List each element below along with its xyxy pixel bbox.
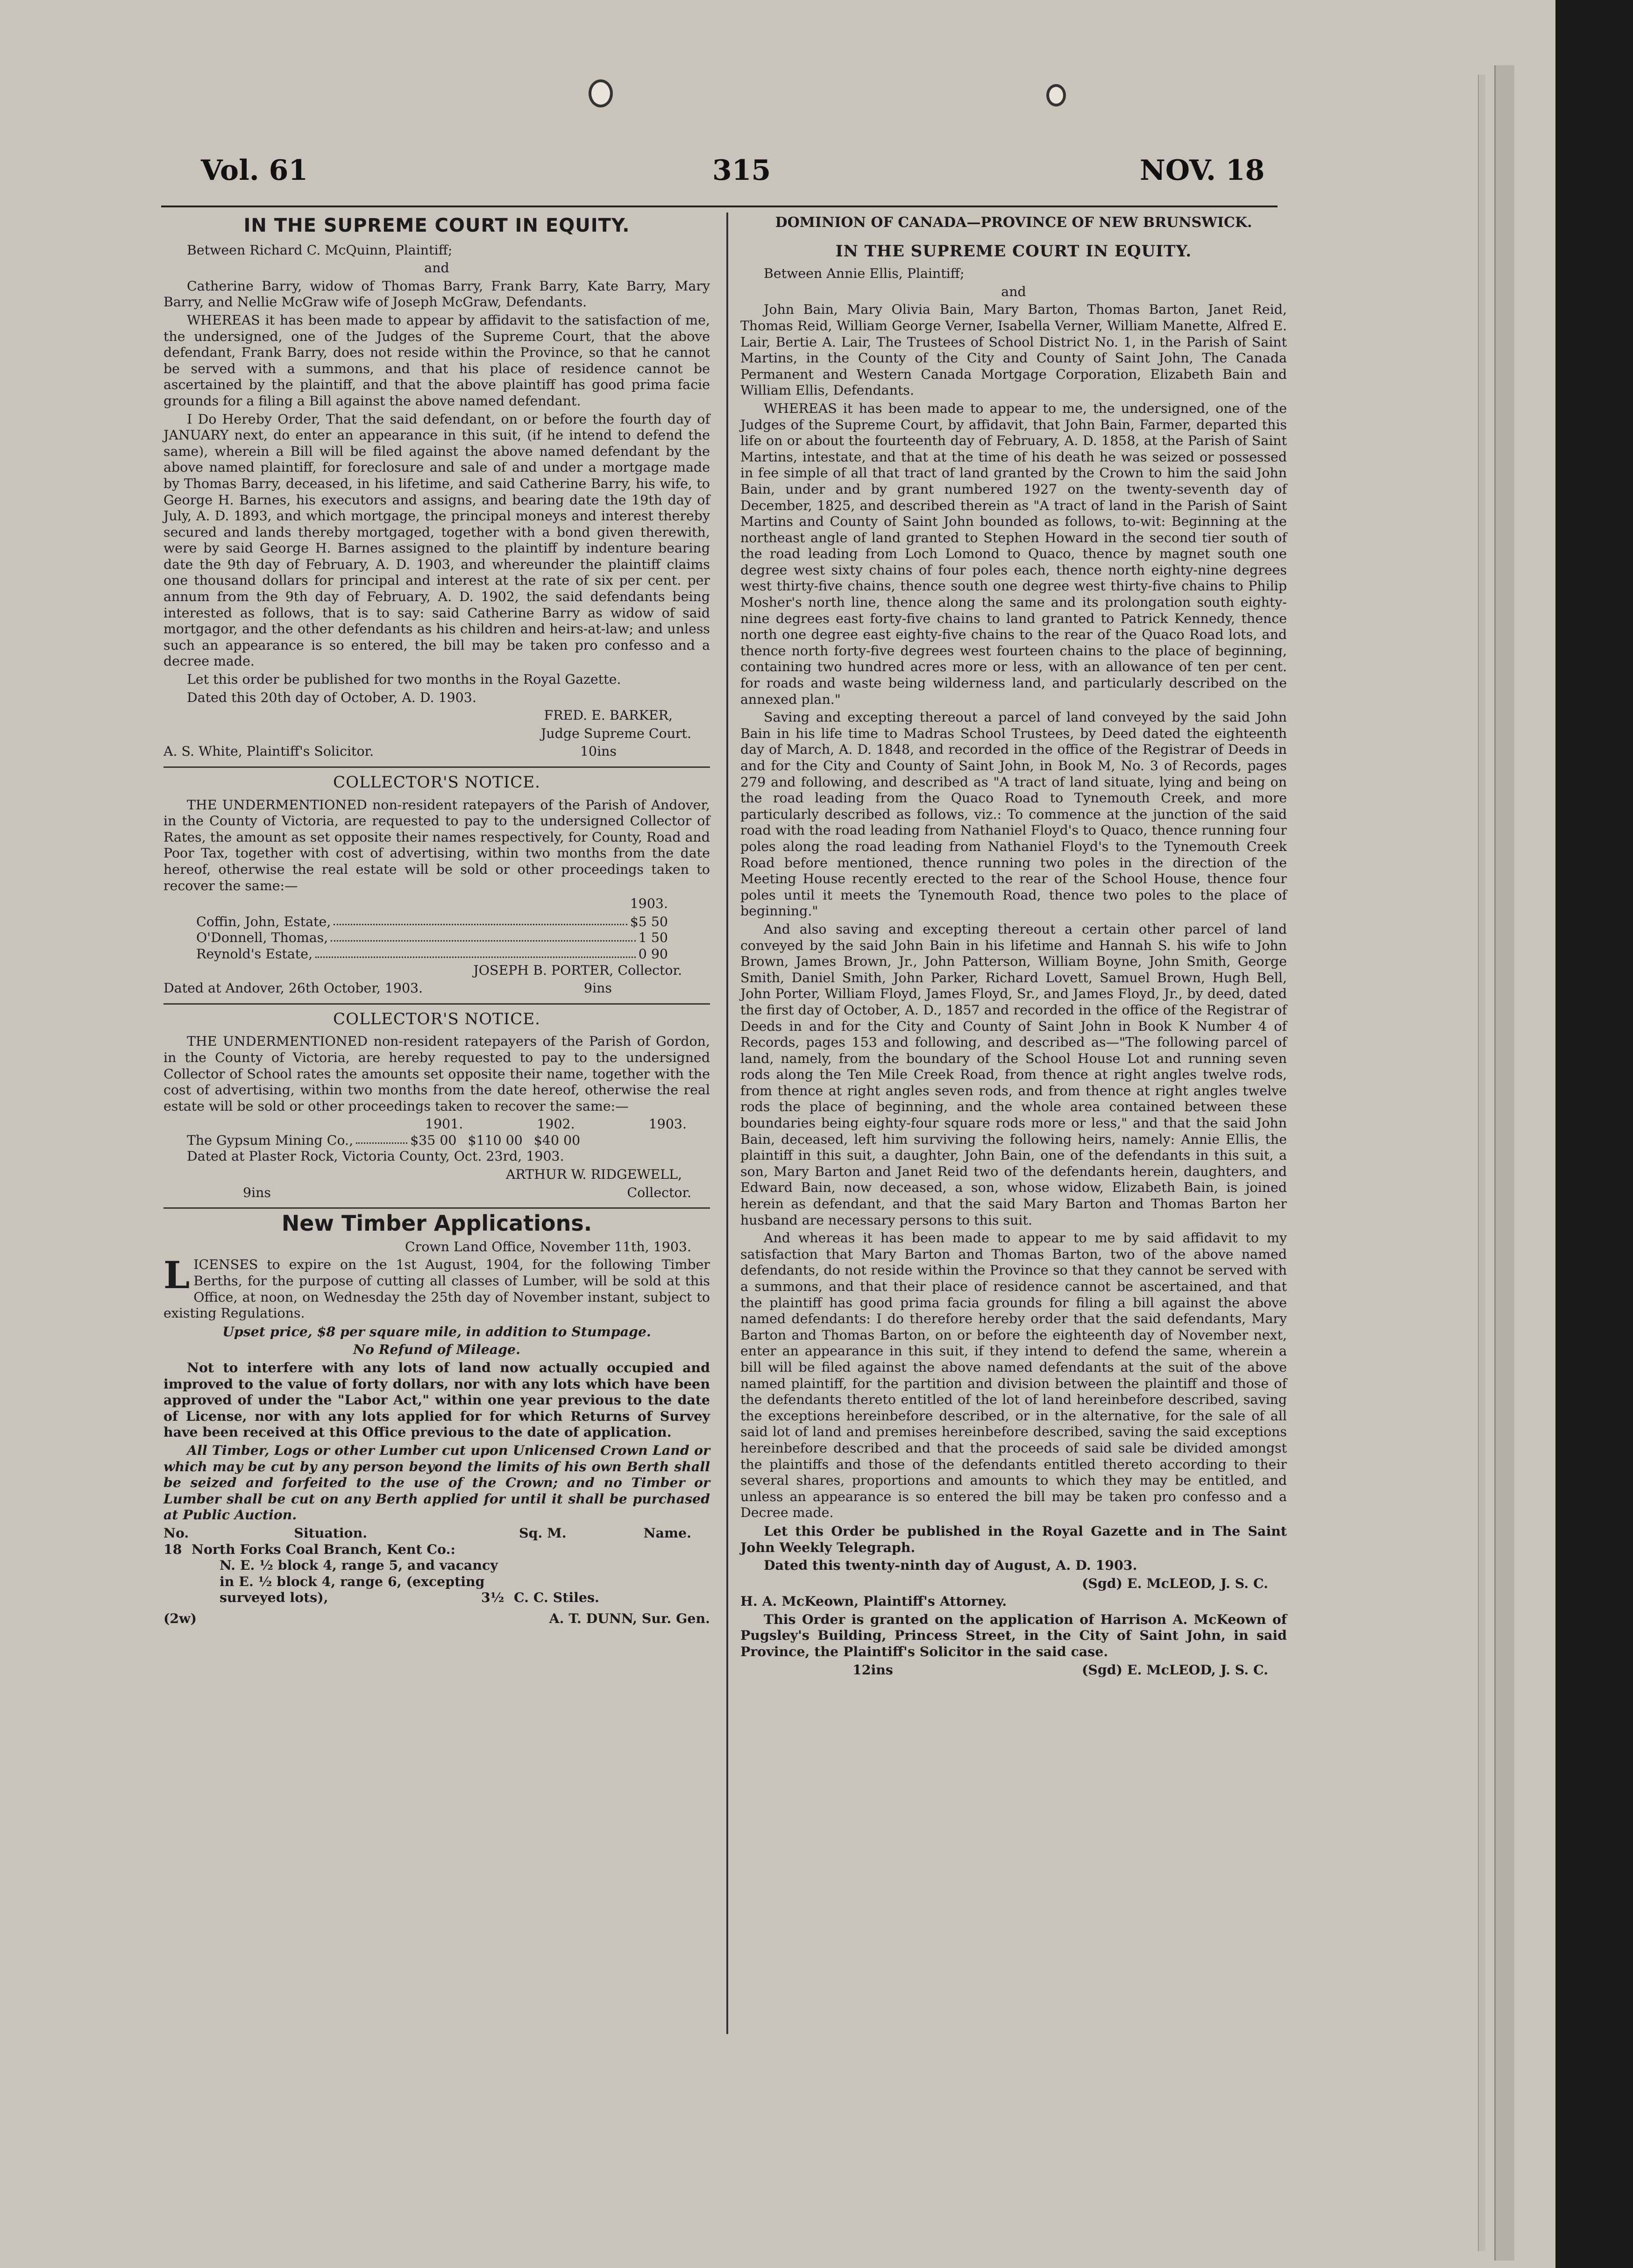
collector-notice-heading-2: COLLECTOR'S NOTICE. [333, 1009, 540, 1028]
timber-footer [163, 1610, 710, 1627]
timber-heading: New Timber Applications. [281, 1211, 592, 1236]
right-between: Between Annie Ellis, Plaintiff; [764, 266, 965, 282]
equity-defendants: Catherine Barry, widow of Thomas Barry, Frank Barry, Kate Barry, Mary Barry, and Nellie McGraw wife of Joseph McGraw, Defendants. [163, 278, 710, 310]
entry-situation: N. E. ½ block 4, range 5, and vacancy [220, 1557, 498, 1573]
entry-line [163, 1589, 710, 1606]
timber-upset: Upset price, $8 per square mile, in addition to Stumpage. [222, 1323, 651, 1340]
year-col: 1901. [425, 1116, 463, 1132]
entry-name: C. C. Stiles. [514, 1589, 599, 1606]
row-value: $40 00 [533, 1132, 581, 1148]
collector-rows [163, 914, 710, 963]
collector-row [196, 946, 668, 963]
collector-title-2: Collector. [627, 1184, 691, 1200]
leader-dots [356, 1133, 407, 1144]
collector2-years [163, 1116, 710, 1133]
timber-paragraph-2: Not to interfere with any lots of land now actually occupied and improved to the value of forty dollars, nor with any lots which have been approved of under the "Labor Act," within one year previous to the date of License, nor with any lots applied for for which Returns of Survey have been received at this Office previous to the date of application. [163, 1360, 710, 1440]
column-divider [726, 213, 728, 2034]
leader-dots [315, 946, 636, 958]
right-defendants: John Bain, Mary Olivia Bain, Mary Barton, Thomas Barton, Janet Reid, Thomas Reid, William George Verner, Isabella Verner, William Manette, Alfred E. Lair, Bertie A. Lair, The Trustees of School District No. 1, in the Parish of Saint Martins, in the County of the City and County of Saint John, The Canada Permanent and Western Canada Mortgage Corporation, Elizabeth Bain and William Ellis, Defendants. [740, 302, 1287, 398]
equity-solicitor: A. S. White, Plaintiff's Solicitor. [163, 744, 374, 759]
page-edge-inner [1478, 75, 1485, 2251]
timber-paragraph-3: All Timber, Logs or other Lumber cut upon Unlicensed Crown Land or which may be cut by any person beyond the limits of his own Berth shall be seized and forfeited to the use of the Crown; and no Timber or Lumber shall be cut on any Berth applied for until it shall be purchased at Public Auction. [163, 1442, 710, 1523]
entry-situation: North Forks Coal Branch, Kent Co.: [192, 1541, 455, 1557]
equity-heading-left: IN THE SUPREME COURT IN EQUITY. [243, 215, 630, 236]
collector-dated-1: Dated at Andover, 26th October, 1903. [163, 980, 423, 996]
right-paragraph-4: And whereas it has been made to appear to me by said affidavit to my satisfaction that Mary Barton and Thomas Barton, two of the above named defendants, do not reside within the Province so that they cannot be served with a summons, and that their place of residence cannot be ascertained, and that the plaintiff has good prima facia grounds for filing a bill against the above named defendants: I do therefore hereby order that the said defendants, Mary Barton and Thomas Barton, on or before the eighteenth day of November next, enter an appearance in this suit, if they intend to defend the same, wherein a bill will be filed against the above named defendants at the suit of the above named plaintiff, for the partition and division between the plaintiff and those of the defendants thereto entitled of the lot of land hereinbefore described, saving the exceptions hereinbefore described, or in the alternative, for the sale of all said lot of land and premises hereinbefore described, saving the said exceptions hereinbefore described and that the proceeds of said sale be divided amongst the plaintiffs and those of the defendants entitled thereto according to their several shares, proportions and amounts to which they may be entitled, and unless an appearance is so entered the bill may be taken pro confesso and a Decree made. [740, 1230, 1287, 1521]
right-paragraph-3: And also saving and excepting thereout a certain other parcel of land conveyed by the said John Bain in his lifetime and Hannah S. his wife to John Brown, James Brown, Jr., John Patterson, William Boyne, John Smith, George Smith, Daniel Smith, John Parker, Richard Lovett, Samuel Brown, Hugh Bell, John Porter, William Floyd, James Floyd, Sr., and James Floyd, Jr., by deed, dated the first day of October, A. D., 1857 and recorded in the office of the Registrar of Deeds in and for the City and County of Saint John in Book K Number 4 of Records, pages 153 and following, and described as—"The following parcel of land, namely, from the boundary of the School House Lot and running seven rods along the Ten Mile Creek Road, from thence at right angles twelve rods, from thence at right angles seven rods, and from thence at right angles twelve rods the place of beginning, and the whole area contained between these boundaries being eighty-four square rods more or less," and that the said John Bain, deceased, left him surviving the following heirs, namely: Annie Ellis, the plaintiff in this suit, a daughter, John Bain, one of the defendants in this suit, a son, Mary Barton and Janet Reid two of the defendants herein, daughters, and Edward Bain, now deceased, a son, whose widow, Elizabeth Bain, is joined herein as defendant, and that the said Mary Barton and Thomas Barton her husband are necessary persons to this suit. [740, 921, 1287, 1228]
col-name: Name. [643, 1524, 691, 1541]
right-footer [740, 1662, 1287, 1678]
timber-signer: A. T. DUNN, Sur. Gen. [549, 1610, 710, 1626]
row-value: $110 00 [468, 1132, 523, 1148]
dominion-heading: DOMINION OF CANADA—PROVINCE OF NEW BRUNSWICK. [775, 214, 1252, 231]
collector-notice-heading-1: COLLECTOR'S NOTICE. [333, 773, 540, 792]
right-signature-2: (Sgd) E. McLEOD, J. S. C. [1081, 1661, 1268, 1678]
right-attorney: H. A. McKeown, Plaintiff's Attorney. [740, 1593, 1007, 1609]
left-column [163, 215, 710, 1627]
collector-year: 1903. [630, 896, 668, 912]
collector-signer-2: ARTHUR W. RIDGEWELL, [505, 1167, 682, 1183]
separator [163, 766, 710, 768]
collector-dated-row [163, 980, 710, 997]
equity-heading-right: IN THE SUPREME COURT IN EQUITY. [835, 241, 1192, 261]
timber-text-1: ICENSES to expire on the 1st August, 1904, for the following Timber Berths, for the purpose of cutting all classes of Lumber, will be sold at this Office, at noon, on Wednesday the 25th day of November instant, subject to existing Regulations. [163, 1257, 710, 1321]
leader-dots [331, 930, 636, 942]
col-no: No. [163, 1524, 189, 1541]
row-name: O'Donnell, Thomas, [196, 930, 328, 946]
binding-hole-right [1046, 84, 1066, 106]
equity-paragraph-1: WHEREAS it has been made to appear by affidavit to the satisfaction of me, the undersigned, one of the Judges of the Supreme Court, that the above defendant, Frank Barry, does not reside within the Province, so that he cannot be served with a summons, and that his place of residence cannot be ascertained by the plaintiff, and that the above plaintiff has good prima facie grounds for a filing a Bill against the above named defendant. [163, 312, 710, 409]
collector2-row [163, 1133, 710, 1149]
entry-situation: in E. ½ block 4, range 6, (excepting [220, 1573, 485, 1589]
equity-signer-title: Judge Supreme Court. [541, 725, 691, 741]
volume-label: Vol. 61 [201, 154, 308, 187]
page-number: 315 [712, 154, 771, 187]
timber-refund: No Refund of Mileage. [353, 1341, 520, 1358]
year-col: 1902. [537, 1116, 575, 1132]
equity-solicitor-row [163, 744, 710, 760]
separator [163, 1003, 710, 1005]
collector-ins-1: 9ins [584, 980, 612, 996]
timber-entry [163, 1541, 710, 1606]
col-situation: Situation. [294, 1524, 368, 1541]
row-value: $35 00 [410, 1132, 457, 1148]
right-paragraph-5: Let this Order be published in the Royal Gazette and in The Saint John Weekly Telegraph. [740, 1523, 1287, 1555]
year-col: 1903. [648, 1116, 687, 1132]
right-granted: This Order is granted on the application of Harrison A. McKeown of Pugsley's Building, Princess Street, in the City of Saint John, in said Province, the Plaintiff's Solicitor in the said case. [740, 1611, 1287, 1660]
collector-notice-body-2: THE UNDERMENTIONED non-resident ratepayers of the Parish of Gordon, in the County of Victoria, are hereby requested to pay to the undersigned Collector of School rates the amounts set opposite their name, together with the cost of advertising, within two months from the date hereof, otherwise the real estate will be sold or other proceedings taken to recover the same:— [163, 1034, 710, 1114]
timber-office: Crown Land Office, November 11th, 1903. [405, 1239, 691, 1254]
collector-ins-2: 9ins [243, 1184, 271, 1200]
equity-dated: Dated this 20th day of October, A. D. 1903. [187, 689, 476, 705]
row-amount: 1 50 [638, 930, 668, 946]
timber-paragraph-1 [163, 1253, 710, 1321]
right-signature-1: (Sgd) E. McLEOD, J. S. C. [1081, 1575, 1268, 1591]
collector2-ins-row [163, 1185, 710, 1201]
row-amount: $5 50 [630, 914, 668, 929]
right-ins: 12ins [852, 1661, 893, 1678]
right-paragraph-2: Saving and excepting thereout a parcel of land conveyed by the said John Bain in his life time to Madras School Trustees, by Deed dated the eighteenth day of March, A. D. 1848, and recorded in the office of the Registrar of Deeds in and for the City and County of Saint John, in Book M, No. 3 of Records, pages 279 and following, and described as "A tract of land situate, lying and being on the road leading from the Quaco Road to Tynemouth Creek, and more particularly described as follows, viz.: To commence at the junction of the said road with the road leading from Nathaniel Floyd's to Quaco, thence running four poles along the road leading from Nathaniel Floyd's to the Tynemouth Creek Road before mentioned, thence running two poles in the direction of the Meeting House recently erected to the rear of the School House, thence four poles until it meets the Tynemouth Road, thence two poles to the place of beginning." [740, 709, 1287, 919]
equity-paragraph-2: I Do Hereby Order, That the said defendant, on or before the fourth day of JANUARY next, do enter an appearance in this suit, (if he intend to defend the same), wherein a Bill will be filed against the above named defendant by the above named plaintiff, for foreclosure and sale of and under a mortgage made by Thomas Barry, deceased, in his lifetime, and said Catherine Barry, his wife, to George H. Barnes, his executors and assigns, and bearing date the 19th day of July, A. D. 1893, and which mortgage, the principal moneys and interest thereby secured and lands thereby mortgaged, together with a bond given therewith, were by said George H. Barnes assigned to the plaintiff by indenture bearing date the 9th day of February, A. D. 1903, and whereunder the plaintiff claims one thousand dollars for principal and interest at the rate of six per cent. per annum from the 9th day of February, A. D. 1902, the said defendants being interested as follows, that is to say: said Catherine Barry as widow of said mortgagor, and the other defendants as his children and heirs-at-law; and unless such an appearance is so entered, the bill may be taken pro confesso and a decree made. [163, 411, 710, 669]
row-name: Reynold's Estate, [196, 946, 313, 962]
entry-no: 18 [163, 1541, 182, 1557]
row-amount: 0 90 [638, 946, 668, 962]
equity-signer: FRED. E. BARKER, [544, 708, 673, 723]
timber-table-header [163, 1525, 710, 1541]
equity-ins: 10ins [580, 744, 617, 759]
binding-hole-left [589, 79, 613, 107]
header-rule [161, 206, 1278, 207]
row-name: The Gypsum Mining Co., [187, 1132, 354, 1148]
entry-sqm: 3½ [481, 1589, 504, 1606]
right-column [740, 215, 1287, 1678]
col-sqm: Sq. M. [519, 1524, 567, 1541]
collector-row [196, 930, 668, 946]
collector-notice-body-1: THE UNDERMENTIONED non-resident ratepayers of the Parish of Andover, in the County of Victoria, are requested to pay to the undersigned Collector of Rates, the amount as set opposite their names respectively, for County, Road and Poor Tax, together with cost of advertising, within two months from the date hereof, otherwise the real estate will be sold or other proceedings taken to recover the same:— [163, 797, 710, 893]
separator [163, 1207, 710, 1209]
equity-between: Between Richard C. McQuinn, Plaintiff; [187, 242, 453, 258]
page-edge [1494, 65, 1514, 2261]
entry-situation: surveyed lots), [220, 1589, 328, 1606]
right-dated: Dated this twenty-ninth day of August, A. D. 1903. [764, 1557, 1137, 1573]
equity-and: and [424, 260, 449, 276]
right-paragraph-1: WHEREAS it has been made to appear to me, the undersigned, one of the Judges of the Supreme Court, by affidavit, that John Bain, Farmer, departed this life on or about the fourteenth day of February, A. D. 1858, at the Parish of Saint Martins, intestate, and that at the time of his death he was seized or possessed in fee simple of all that tract of land granted by the Crown to him the said John Bain, under and by grant numbered 1927 on the twenty-seventh day of December, 1825, and described therein as "A tract of land in the Parish of Saint Martins and County of Saint John bounded as follows, to-wit: Beginning at the northeast angle of land granted to Stephen Howard in the second tier south of the road leading from Loch Lomond to Quaco, thence by magnet south one degree west sixty chains of four poles each, thence north eighty-nine degrees west thirty-five chains, thence south one degree west thirty-five chains to Philip Mosher's north line, thence along the same and its prolongation south eighty-nine degrees east forty-five chains to land granted to Patrick Kennedy, thence north one degree east eighty-five chains to the rear of the Quaco Road lots, and thence north forty-five degrees west fourteen chains to the place of beginning, containing two hundred acres more or less, with an allowance of ten per cent. for roads and waste being wilderness land, and particularly described on the annexed plan." [740, 400, 1287, 707]
row-name: Coffin, John, Estate, [196, 914, 331, 929]
collector-row [196, 914, 668, 930]
timber-ins: (2w) [163, 1610, 197, 1626]
right-and: and [1001, 284, 1026, 299]
equity-paragraph-3: Let this order be published for two months in the Royal Gazette. [187, 672, 621, 687]
issue-date: NOV. 18 [1140, 154, 1265, 187]
collector-dated-2: Dated at Plaster Rock, Victoria County, Oct. 23rd, 1903. [187, 1148, 564, 1164]
drop-cap: L [163, 1253, 190, 1297]
entry-line [163, 1541, 710, 1558]
collector-signer-1: JOSEPH B. PORTER, Collector. [473, 962, 682, 978]
leader-dots [334, 914, 627, 926]
